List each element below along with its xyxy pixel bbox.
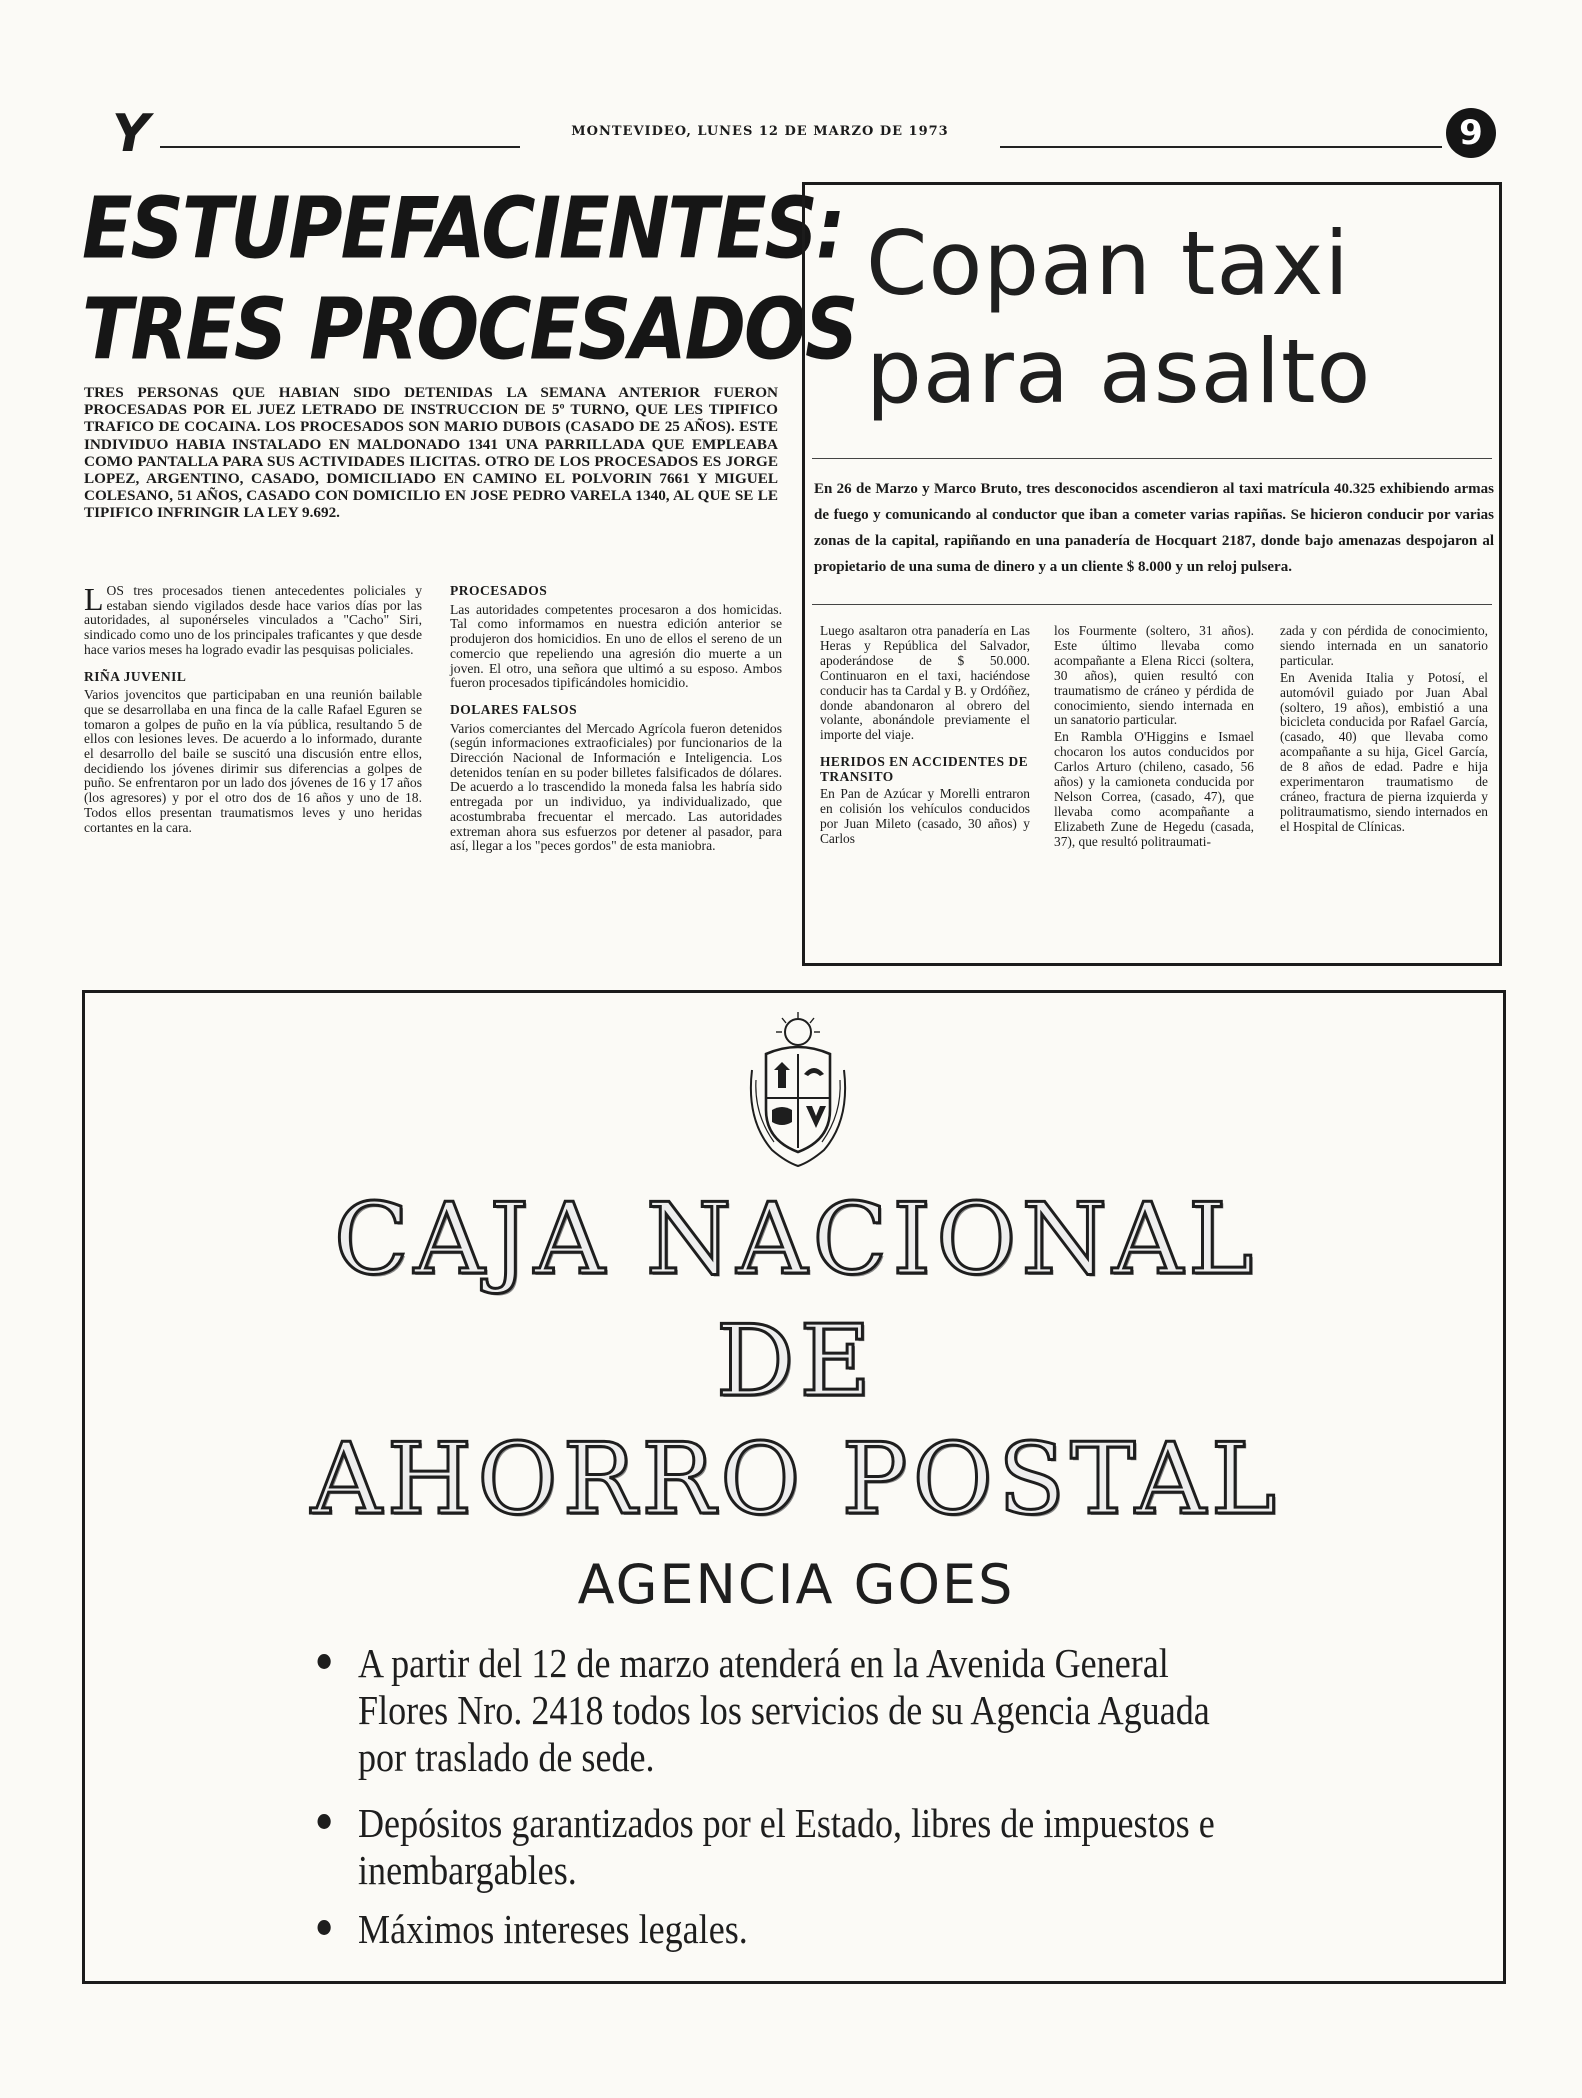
headline-taxi	[866, 210, 1486, 430]
taxi-divider-top	[812, 458, 1492, 459]
bullet-dot-icon	[318, 1654, 331, 1669]
headline-drugs	[82, 178, 857, 385]
ad-bullet-text: Máximos intereses legales.	[358, 1906, 748, 1952]
drugs-intro-paragraph	[84, 581, 422, 658]
bullet-dot-icon	[318, 1920, 331, 1935]
taxi-column-2	[1054, 624, 1254, 960]
taxi-col-2-text: los Fourmente (soltero, 31 años). Este último llevaba como acompañante a Elena Ricci (soltera, 30 años), quien resultó con traumatismo de cráneo y pérdida de conocimiento, siendo internada en un sanatorio particular.	[1054, 623, 1254, 728]
section-text-fight: Varios jovencitos que participaban en una reunión bailable que se desarrollaba en una finca de la calle Rafael Eguren se tomaron a golpes de puño en la vía pública, resultando 5 de ellos con lesiones leves. De acuerdo a lo informado, durante el desarrollo del baile se suscitó una discusión entre ellos, decidiendo los jóvenes dirimir sus diferencias a golpes de puño. Se enfrentaron por un lado dos jóvenes de 16 y 17 años (los agresores) y por el otro dos de 16 años y uno de 18. Todos ellos presentan traumatismos leves y uno heridas cortantes en la cara.	[84, 687, 422, 835]
ad-bullet-item	[358, 1800, 1238, 1898]
drop-cap: L	[84, 581, 104, 617]
ad-agency-name: AGENCIA GOES	[577, 1553, 1015, 1616]
bullet-dot-icon	[318, 1814, 331, 1829]
ad-title-line-2: DE	[715, 1305, 877, 1419]
taxi-divider-middle	[812, 604, 1492, 605]
ad-title-line-1: CAJA NACIONAL	[333, 1183, 1259, 1297]
taxi-lead: En 26 de Marzo y Marco Bruto, tres desconocidos ascendieron al taxi matrícula 40.325 exhibiendo armas de fuego y comunicando al conductor que iban a cometer varias rapiñas. Se hicieron conducir por varias zonas de la capital, rapiñando en una panadería de Hocquart 2187, donde bajo amenazas despojaron al propietario de una suma de dinero y a un cliente $ 8.000 y un reloj pulsera.	[814, 481, 1494, 575]
taxi-col-3-text: zada y con pérdida de conocimiento, siendo internada en un sanatorio particular.	[1280, 623, 1488, 668]
drugs-column-2	[450, 584, 782, 994]
ad-bullet-item	[358, 1906, 1238, 1956]
page-number-badge: 9	[1446, 108, 1496, 158]
drugs-column-1	[84, 581, 422, 994]
section-heading-fight: RIÑA JUVENIL	[84, 668, 187, 684]
headline-taxi-line-1: Copan taxi	[866, 212, 1350, 315]
ad-bullet-text: Depósitos garantizados por el Estado, libres de impuestos e inembargables.	[358, 1800, 1215, 1893]
taxi-column-1	[820, 624, 1030, 960]
headline-taxi-line-2: para asalto	[866, 320, 1372, 423]
taxi-column-3	[1280, 624, 1488, 960]
taxi-col-2-text-2: En Rambla O'Higgins e Ismael chocaron los autos conducidos por Carlos Arturo (chileno, casado, 56 años) y la camioneta conducida por Nelson Correa, (casado, 47), que llevaba como acompañante a Elizabeth Zune de Hegedu (casada, 37), que resultó politraumati-	[1054, 729, 1254, 849]
drugs-lead: TRES PERSONAS QUE HABIAN SIDO DETENIDAS LA SEMANA ANTERIOR FUERON PROCESADAS POR EL JUEZ LETRADO DE INSTRUCCION DE 5º TURNO, QUE LES TIPIFICO TRAFICO DE COCAINA. LOS PROCESADOS SON MARIO DUBOIS (CASADO DE 25 AÑOS). ESTE INDIVIDUO HABIA INSTALADO EN MALDONADO 1341 UNA PARRILLADA QUE EMPLEABA COMO PANTALLA PARA SUS ACTIVIDADES ILICITAS. OTRO DE LOS PROCESADOS ES JORGE LOPEZ, ARGENTINO, CASADO, DOMICILIADO EN CAMINO EL POLVORIN 7661 Y MIGUEL COLESANO, 51 AÑOS, CASADO CON DOMICILIO EN JOSE PEDRO VARELA 1340, AL QUE SE LE TIPIFICO INFRINGIR LA LEY 9.692.	[84, 384, 778, 522]
taxi-col-1-text-2: En Pan de Azúcar y Morelli entraron en colisión los vehículos conducidos por Juan Mileto (casado, 30 años) y Carlos	[820, 786, 1030, 846]
headline-drugs-line-2: TRES PROCESADOS	[82, 280, 857, 380]
drugs-intro-text: OS tres procesados tienen antecedentes policiales y estaban siendo vigilados desde hace varios días por las autoridades, al suponérseles vinculados a "Cacho" Siri, sindicado como uno de los principales traficantes y que desde hace varios meses ha logrado evadir las pesquisas policiales.	[84, 583, 422, 657]
section-heading-accidents: HERIDOS EN ACCIDENTES DE TRANSITO	[820, 754, 1029, 785]
section-text-fake-dollars: Varios comerciantes del Mercado Agrícola fueron detenidos (según informaciones extraoficiales) por funcionarios de la Dirección Nacional de Información e Inteligencia. Los detenidos tenían en su poder billetes falsificados de dólares. De acuerdo a lo trascendido la moneda falsa les habría sido entregada por un individuo, ya individualizado, que acostumbraba frecuentar el mercado. Las autoridades extreman ahora sus esfuerzos por detener al pasador, para así, llegar a los "peces gordos" de esta maniobra.	[450, 720, 782, 854]
taxi-col-3-text-2: En Avenida Italia y Potosí, el automóvil guiado por Juan Abal (soltero, 19 años), embistió a una bicicleta conducida por Rafael García, (casado, 40) que llevaba como acompañante a su hija, Gicel García, de 8 años de edad. Padre e hija experimentaron traumatismo de cráneo, fractura de pierna izquierda y politraumatismo, siendo internados en el Hospital de Clínicas.	[1280, 669, 1488, 834]
masthead-rule-left	[160, 146, 520, 148]
ad-bullet-text: A partir del 12 de marzo atenderá en la Avenida General Flores Nro. 2418 todos los servicios de su Agencia Aguada por traslado de sede.	[358, 1640, 1210, 1780]
taxi-col-1-text: Luego asaltaron otra panadería en Las Heras y República del Salvador, apoderándose de $ 50.000. Continuaron en el taxi, haciéndose conducir has ta Cardal y B. y Ordóñez, donde abandonaron al obrero del volante, abonándole previamente el importe del viaje.	[820, 623, 1030, 743]
newspaper-logo: Y	[112, 104, 140, 164]
dateline: MONTEVIDEO, LUNES 12 DE MARZO DE 1973	[571, 124, 949, 139]
section-text-processed: Las autoridades competentes procesaron a dos homicidas. Tal como informamos en nuestra edición anterior se produjeron dos homicidios. En uno de ellos el sereno de un comercio que repeliendo una agresión dio muerte a un joven. El otro, una señora que ultimó a su esposo. Ambos fueron procesados tipificándoles homicidio.	[450, 601, 782, 691]
ad-title-line-3: AHORRO POSTAL	[311, 1423, 1281, 1537]
masthead-rule-right	[1000, 146, 1442, 148]
section-heading-fake-dollars: DOLARES FALSOS	[450, 701, 578, 717]
ad-bullet-item	[358, 1640, 1238, 1790]
section-heading-processed: PROCESADOS	[450, 583, 548, 598]
coat-of-arms-icon	[742, 1010, 854, 1172]
headline-drugs-line-1: ESTUPEFACIENTES:	[82, 179, 844, 279]
